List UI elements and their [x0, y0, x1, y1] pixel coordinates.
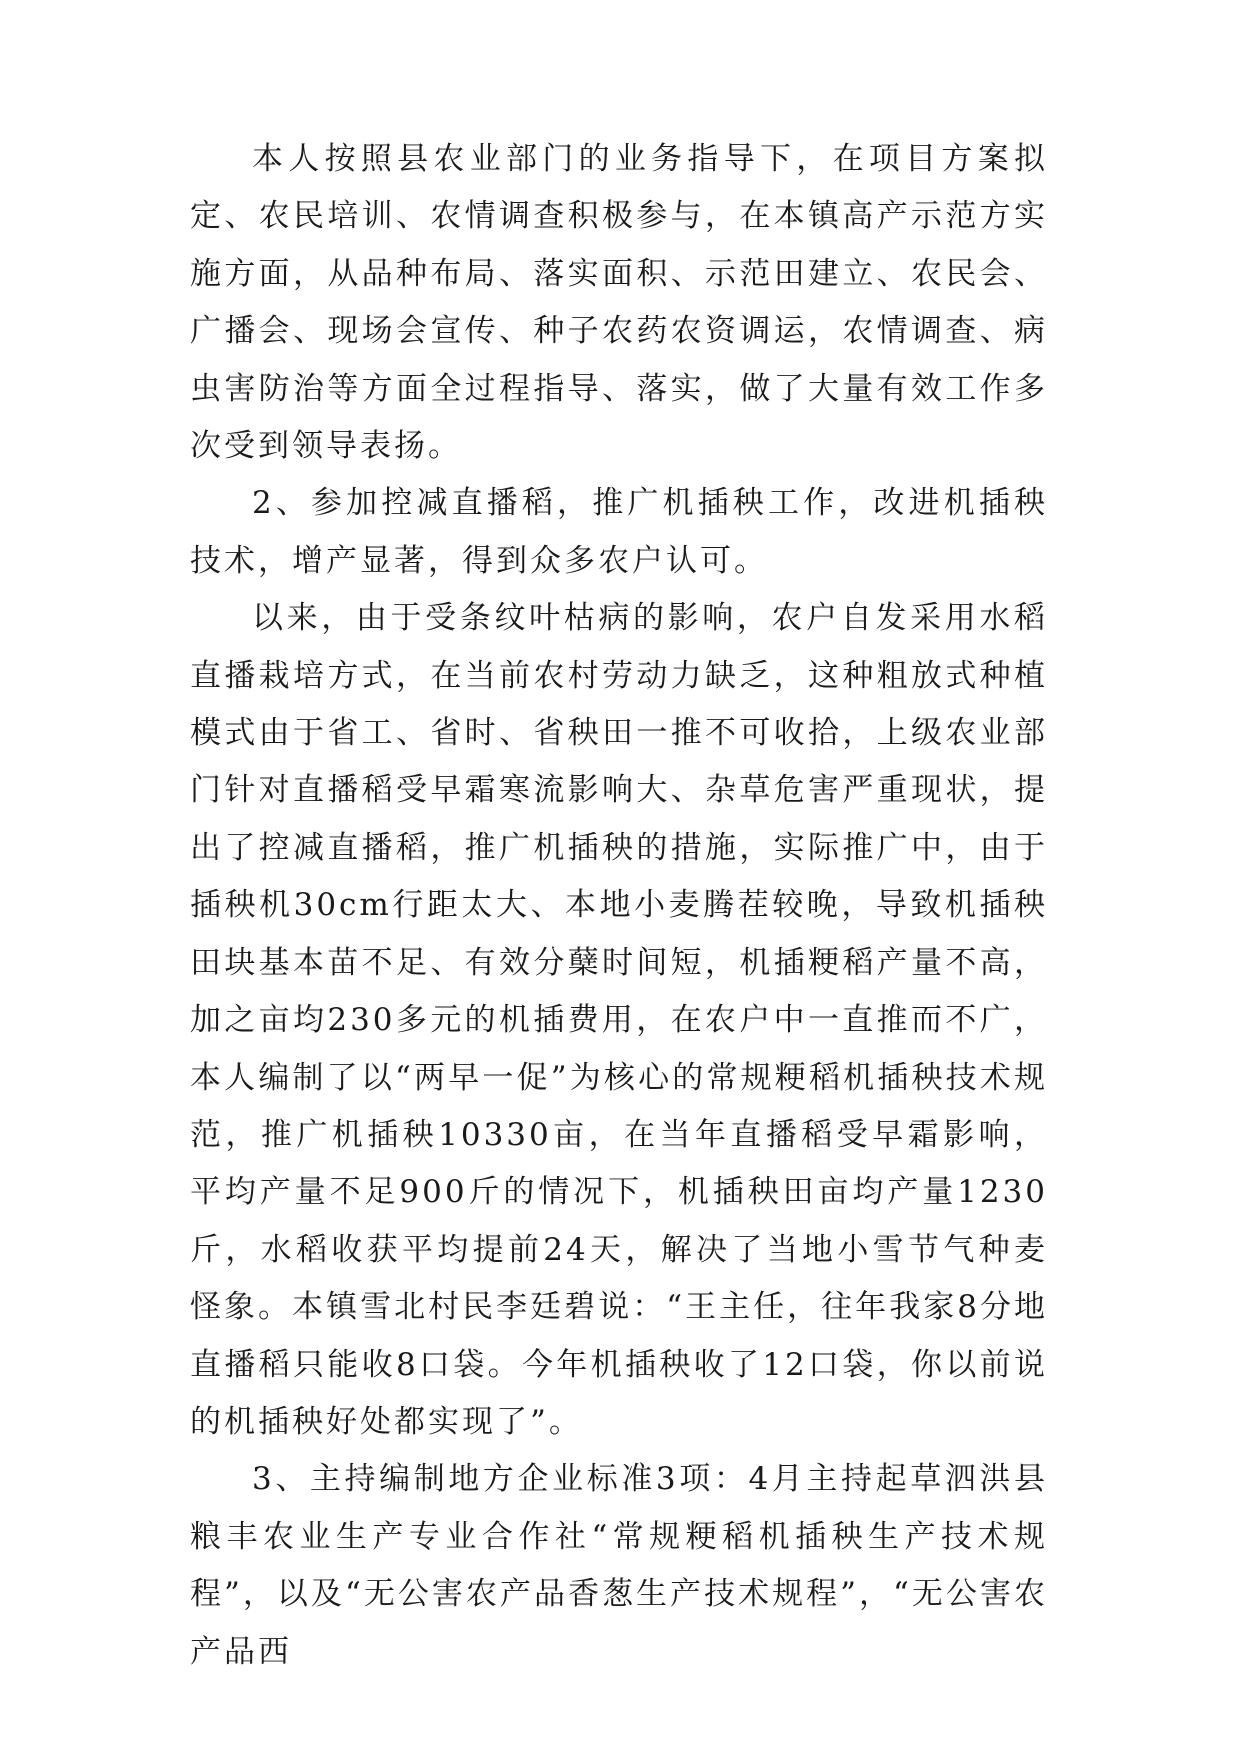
paragraph-item-3-standards: 3、主持编制地方企业标准3项：4月主持起草泗洪县粮丰农业生产专业合作社“常规粳稻机插秧生产技术规程”，以及“无公害农产品香葱生产技术规程”，“无公害农产品西 — [190, 1461, 1048, 1670]
document-body — [190, 131, 1048, 1681]
paragraph-transplanting-details: 以来，由于受条纹叶枯病的影响，农户自发采用水稻直播栽培方式，在当前农村劳动力缺乏，这种粗放式种植模式由于省工、省时、省秧田一推不可收拾，上级农业部门针对直播稻受早霜寒流影响大、杂草危害严重现状，提出了控减直播稻，推广机插秧的措施，实际推广中，由于插秧机30cm行距太大、本地小麦腾茬较晚，导致机插秧田块基本苗不足、有效分蘖时间短，机插粳稻产量不高，加之亩均230多元的机插费用，在农户中一直推而不广，本人编制了以“两早一促”为核心的常规粳稻机插秧技术规范，推广机插秧10330亩，在当年直播稻受早霜影响，平均产量不足900斤的情况下，机插秧田亩均产量1230斤，水稻收获平均提前24天，解决了当地小雪节气种麦怪象。本镇雪北村民李廷碧说：“王主任，往年我家8分地直播稻只能收8口袋。今年机插秧收了12口袋，你以前说的机插秧好处都实现了”。 — [190, 600, 1048, 1440]
paragraph-project-guidance: 本人按照县农业部门的业务指导下，在项目方案拟定、农民培训、农情调查积极参与，在本镇高产示范方实施方面，从品种布局、落实面积、示范田建立、农民会、广播会、现场会宣传、种子农药农资调运，农情调查、病虫害防治等方面全过程指导、落实，做了大量有效工作多次受到领导表扬。 — [190, 141, 1048, 465]
paragraph-item-2-transplanting: 2、参加控减直播稻，推广机插秧工作，改进机插秧技术，增产显著，得到众多农户认可。 — [190, 485, 1048, 579]
